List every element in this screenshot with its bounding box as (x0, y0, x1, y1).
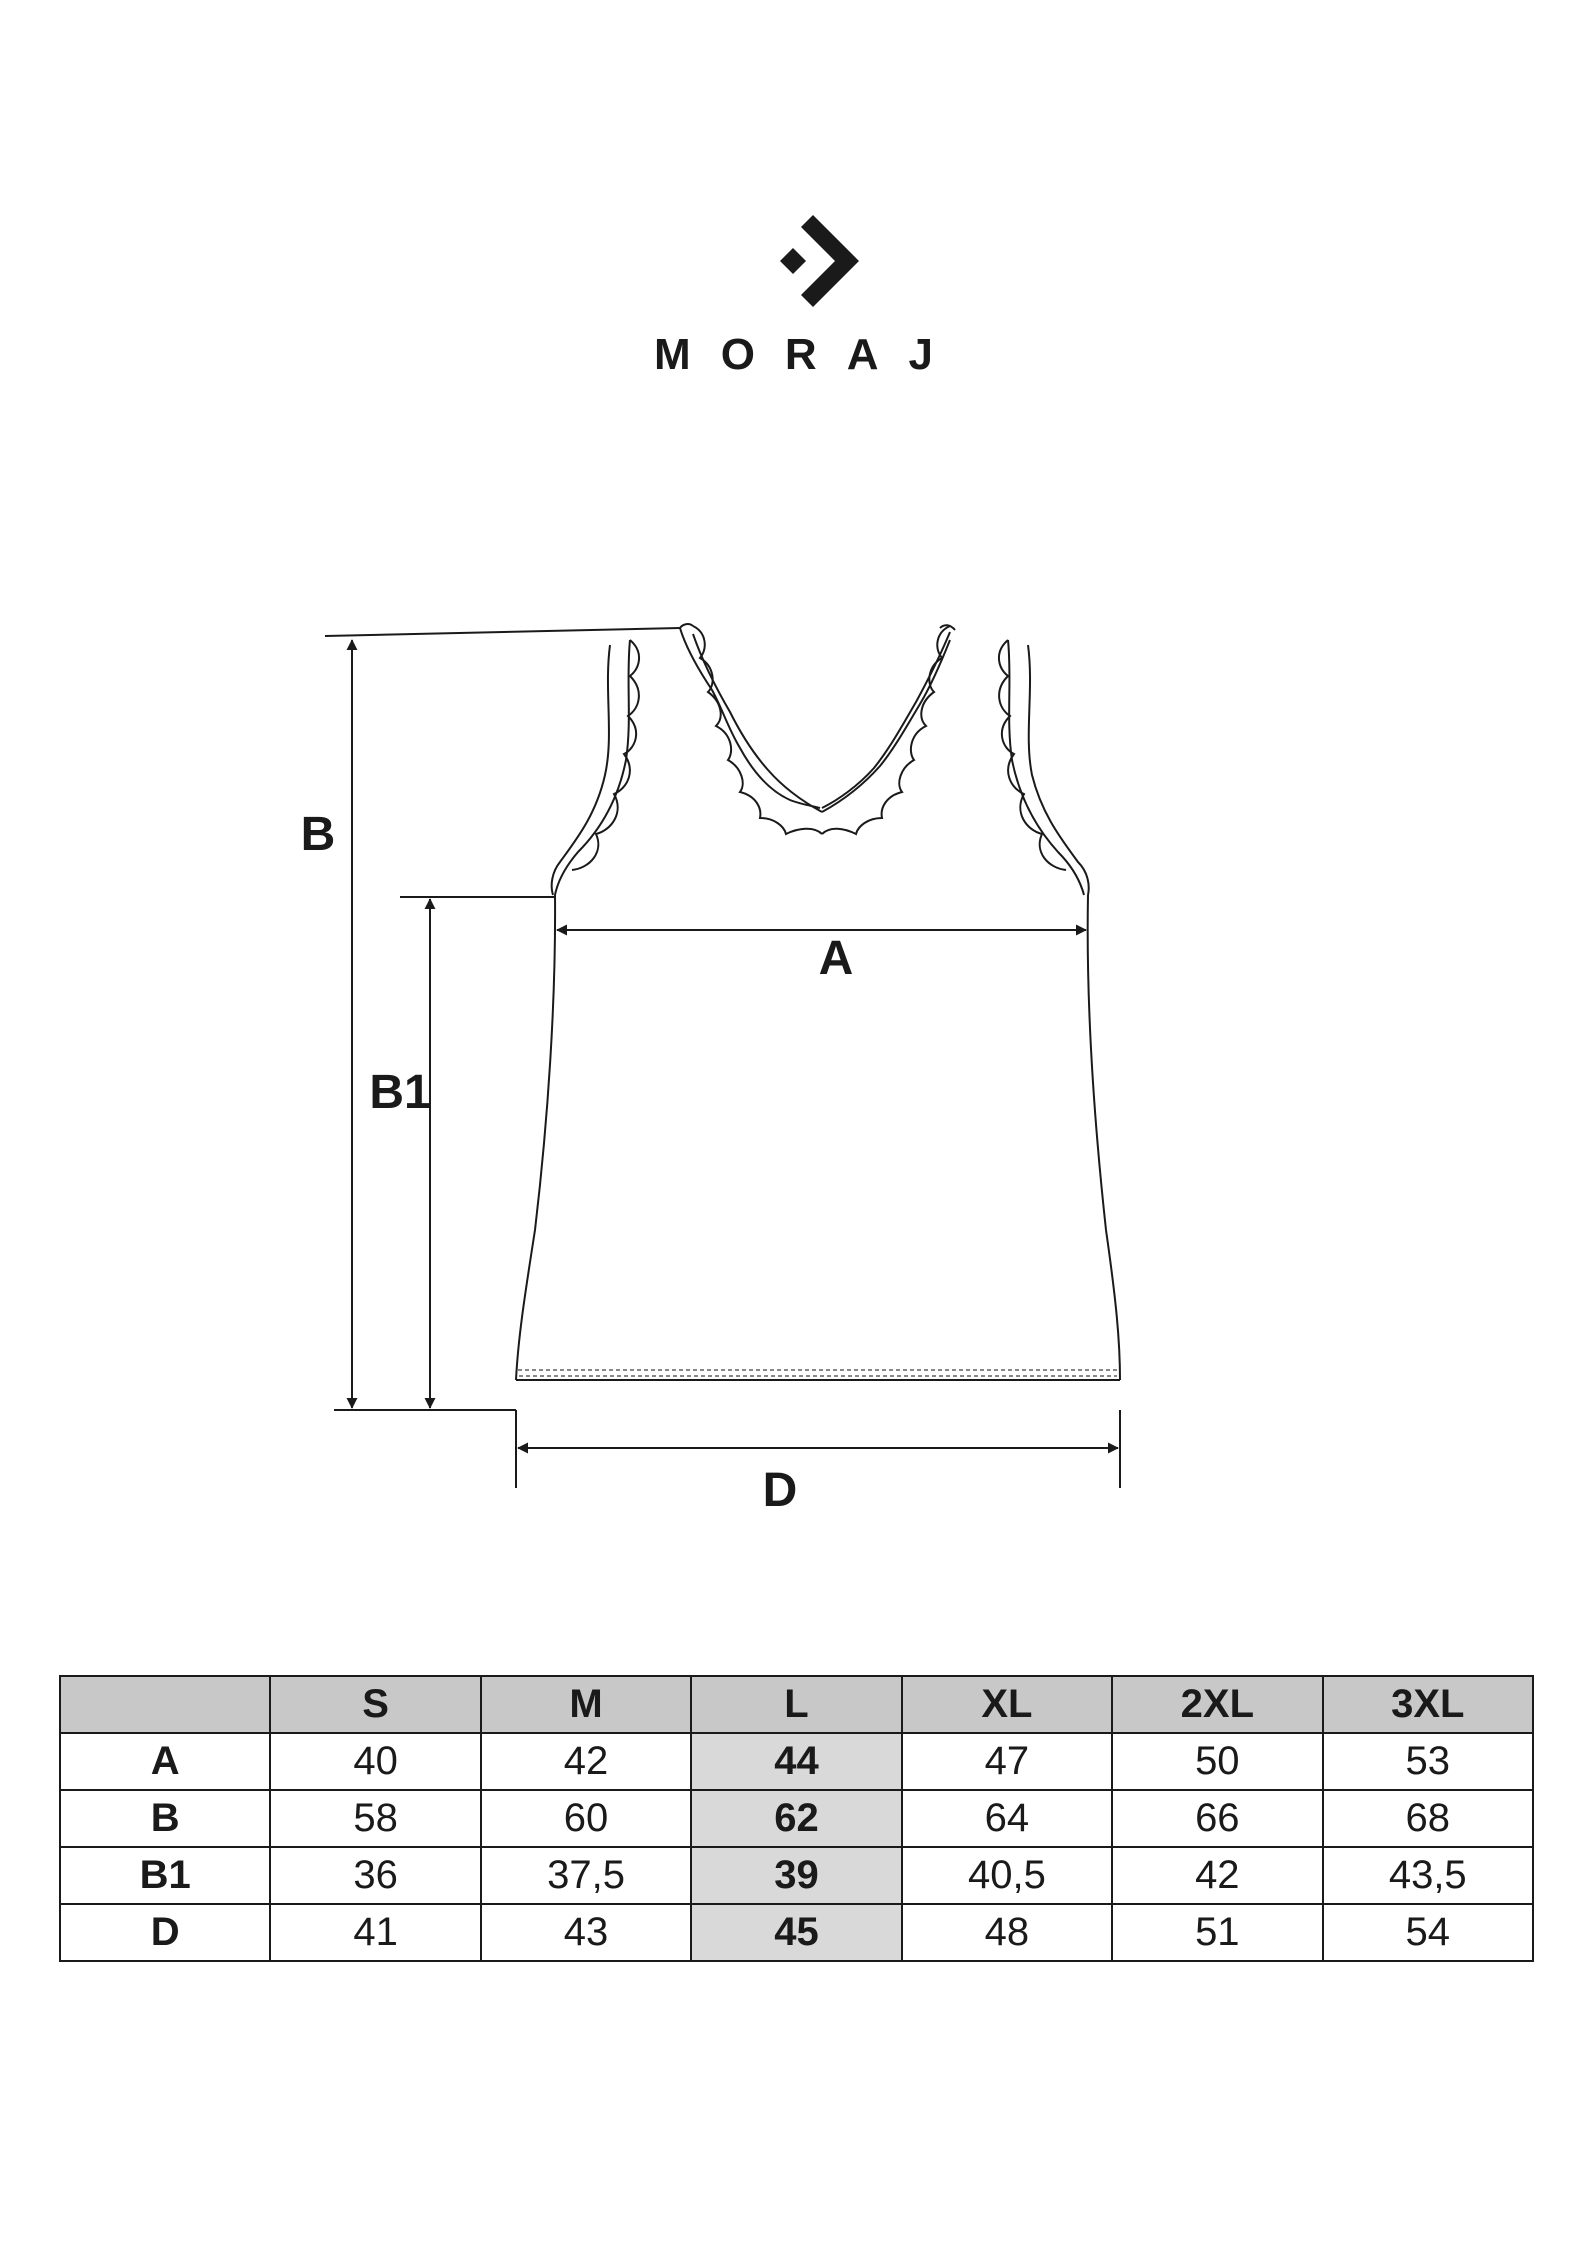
table-cell: 37,5 (481, 1847, 691, 1904)
table-cell-highlighted: 62 (691, 1790, 901, 1847)
table-cell: 36 (270, 1847, 480, 1904)
dimension-label-d: D (762, 1464, 798, 1517)
dimension-label-a: A (818, 932, 854, 985)
table-cell-highlighted: 45 (691, 1904, 901, 1961)
size-header-l: L (691, 1676, 901, 1733)
row-label: D (60, 1904, 270, 1961)
table-row (60, 1733, 1533, 1790)
table-cell: 40,5 (902, 1847, 1112, 1904)
size-header-2xl: 2XL (1112, 1676, 1322, 1733)
table-row (60, 1790, 1533, 1847)
table-cell: 66 (1112, 1790, 1322, 1847)
table-cell-highlighted: 44 (691, 1733, 901, 1790)
dimension-d (516, 1410, 1120, 1488)
table-cell: 60 (481, 1790, 691, 1847)
size-table (59, 1675, 1534, 1962)
table-cell: 40 (270, 1733, 480, 1790)
size-table-header-row (60, 1676, 1533, 1733)
row-label: B (60, 1790, 270, 1847)
table-cell: 51 (1112, 1904, 1322, 1961)
tank-top-outline (516, 624, 1120, 1380)
table-cell: 43,5 (1323, 1847, 1533, 1904)
table-cell: 48 (902, 1904, 1112, 1961)
table-cell: 42 (1112, 1847, 1322, 1904)
table-cell: 50 (1112, 1733, 1322, 1790)
table-cell: 54 (1323, 1904, 1533, 1961)
size-header-xl: XL (902, 1676, 1112, 1733)
table-row (60, 1847, 1533, 1904)
row-label: A (60, 1733, 270, 1790)
table-cell: 53 (1323, 1733, 1533, 1790)
brand-name: MORAJ (654, 330, 963, 379)
table-cell: 43 (481, 1904, 691, 1961)
table-row (60, 1904, 1533, 1961)
table-cell: 58 (270, 1790, 480, 1847)
dimension-b1 (400, 897, 555, 1408)
table-cell: 68 (1323, 1790, 1533, 1847)
dimension-label-b1: B1 (369, 1066, 431, 1119)
table-cell: 42 (481, 1733, 691, 1790)
table-cell: 47 (902, 1733, 1112, 1790)
size-header-m: M (481, 1676, 691, 1733)
table-cell-highlighted: 39 (691, 1847, 901, 1904)
size-table-corner-cell (60, 1676, 270, 1733)
size-header-s: S (270, 1676, 480, 1733)
row-label: B1 (60, 1847, 270, 1904)
table-cell: 64 (902, 1790, 1112, 1847)
size-header-3xl: 3XL (1323, 1676, 1533, 1733)
table-cell: 41 (270, 1904, 480, 1961)
dimension-label-b: B (300, 808, 336, 861)
